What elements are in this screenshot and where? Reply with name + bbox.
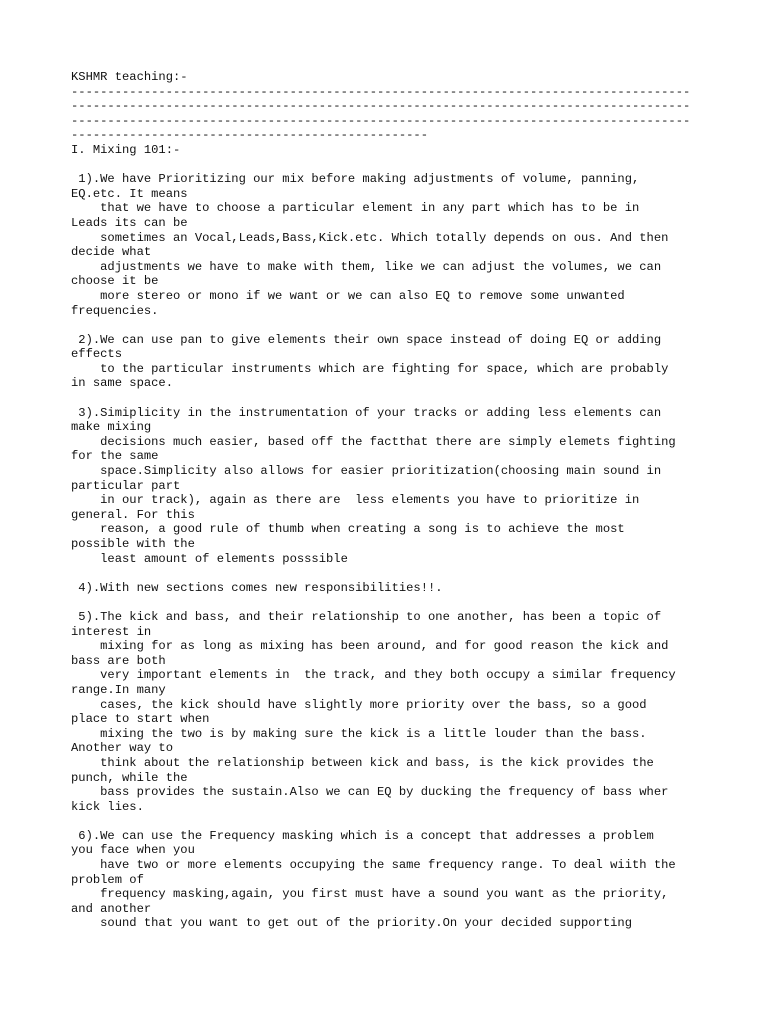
text-line: more stereo or mono if we want or we can also EQ to remove some unwanted xyxy=(71,288,625,303)
text-line: frequency masking,again, you first must have a sound you want as the priority, xyxy=(71,887,669,902)
blank-line xyxy=(71,566,711,581)
document-title: KSHMR teaching:- xyxy=(71,70,188,84)
text-line: Leads its can be xyxy=(71,215,188,230)
text-line: possible with the xyxy=(71,537,195,551)
text-line: mixing for as long as mixing has been around, and for good reason the kick and xyxy=(71,639,669,654)
text-line: and another xyxy=(71,901,152,916)
text-line: mixing the two is by making sure the kick is a little louder than the bass. xyxy=(71,726,647,741)
separator-line: ------------------------------------------------------------------------------------- xyxy=(71,113,691,128)
text-line: think about the relationship between kick and bass, is the kick provides the xyxy=(71,755,654,770)
text-line: 1).We have Prioritizing our mix before making adjustments of volume, panning, xyxy=(71,172,640,187)
text-line: 6).We can use the Frequency masking which is a concept that addresses a problem xyxy=(71,828,654,843)
text-line: that we have to choose a particular element in any part which has to be in xyxy=(71,201,640,216)
separator-line: ------------------------------------------------- xyxy=(71,128,428,143)
text-line: very important elements in the track, and they both occupy a similar frequency xyxy=(71,668,676,683)
text-line: 5).The kick and bass, and their relationship to one another, has been a topic of xyxy=(71,609,662,624)
text-line: reason, a good rule of thumb when creating a song is to achieve the most xyxy=(71,522,625,537)
text-line: 4).With new sections comes new responsibilities!!. xyxy=(71,580,443,595)
blank-line xyxy=(71,158,711,173)
text-line: in same space. xyxy=(71,376,173,391)
text-line: Another way to xyxy=(71,741,173,756)
text-line: you face when you xyxy=(71,843,195,858)
text-line: 3).Simiplicity in the instrumentation of your tracks or adding less elements can xyxy=(71,405,662,420)
text-line: frequencies. xyxy=(71,303,159,318)
text-line: effects xyxy=(71,347,122,362)
blank-line xyxy=(71,814,711,829)
text-line: sometimes an Vocal,Leads,Bass,Kick.etc. Which totally depends on ous. And then xyxy=(71,230,669,245)
text-line: choose it be xyxy=(71,274,159,289)
separator-line: ------------------------------------------------------------------------------------- xyxy=(71,99,691,114)
text-line: in our track), again as there are less elements you have to prioritize in xyxy=(71,493,640,508)
text-line: kick lies. xyxy=(71,799,144,814)
text-line: least amount of elements posssible xyxy=(71,551,348,566)
text-line: EQ.etc. It means xyxy=(71,186,188,201)
text-line: make mixing xyxy=(71,420,152,435)
text-line: bass are both xyxy=(71,653,166,668)
text-line: interest in xyxy=(71,624,152,639)
text-line: place to start when xyxy=(71,712,210,727)
text-line: particular part xyxy=(71,478,181,493)
text-line: punch, while the xyxy=(71,770,188,785)
document-page xyxy=(71,70,711,931)
text-line: 2).We can use pan to give elements their own space instead of doing EQ or adding xyxy=(71,332,662,347)
separator-line: ------------------------------------------------------------------------------------- xyxy=(71,84,691,99)
text-line: decide what xyxy=(71,245,152,260)
blank-line xyxy=(71,595,711,610)
text-line: bass provides the sustain.Also we can EQ by ducking the frequency of bass wher xyxy=(71,785,669,800)
blank-line xyxy=(71,391,711,406)
text-line: to the particular instruments which are fighting for space, which are probably xyxy=(71,361,669,376)
text-line: adjustments we have to make with them, like we can adjust the volumes, we can xyxy=(71,259,662,274)
text-line: cases, the kick should have slightly more priority over the bass, so a good xyxy=(71,697,647,712)
text-line: decisions much easier, based off the factthat there are simply elemets fighting xyxy=(71,434,676,449)
text-line: have two or more elements occupying the same frequency range. To deal wiith the xyxy=(71,858,676,873)
text-line: for the same xyxy=(71,449,159,464)
blank-line xyxy=(71,318,711,333)
text-line: range.In many xyxy=(71,682,166,697)
text-line: general. For this xyxy=(71,507,195,522)
section-heading: I. Mixing 101:- xyxy=(71,142,181,157)
text-line: problem of xyxy=(71,872,144,887)
text-line: sound that you want to get out of the priority.On your decided supporting xyxy=(71,916,632,931)
text-line: space.Simplicity also allows for easier prioritization(choosing main sound in xyxy=(71,464,662,479)
